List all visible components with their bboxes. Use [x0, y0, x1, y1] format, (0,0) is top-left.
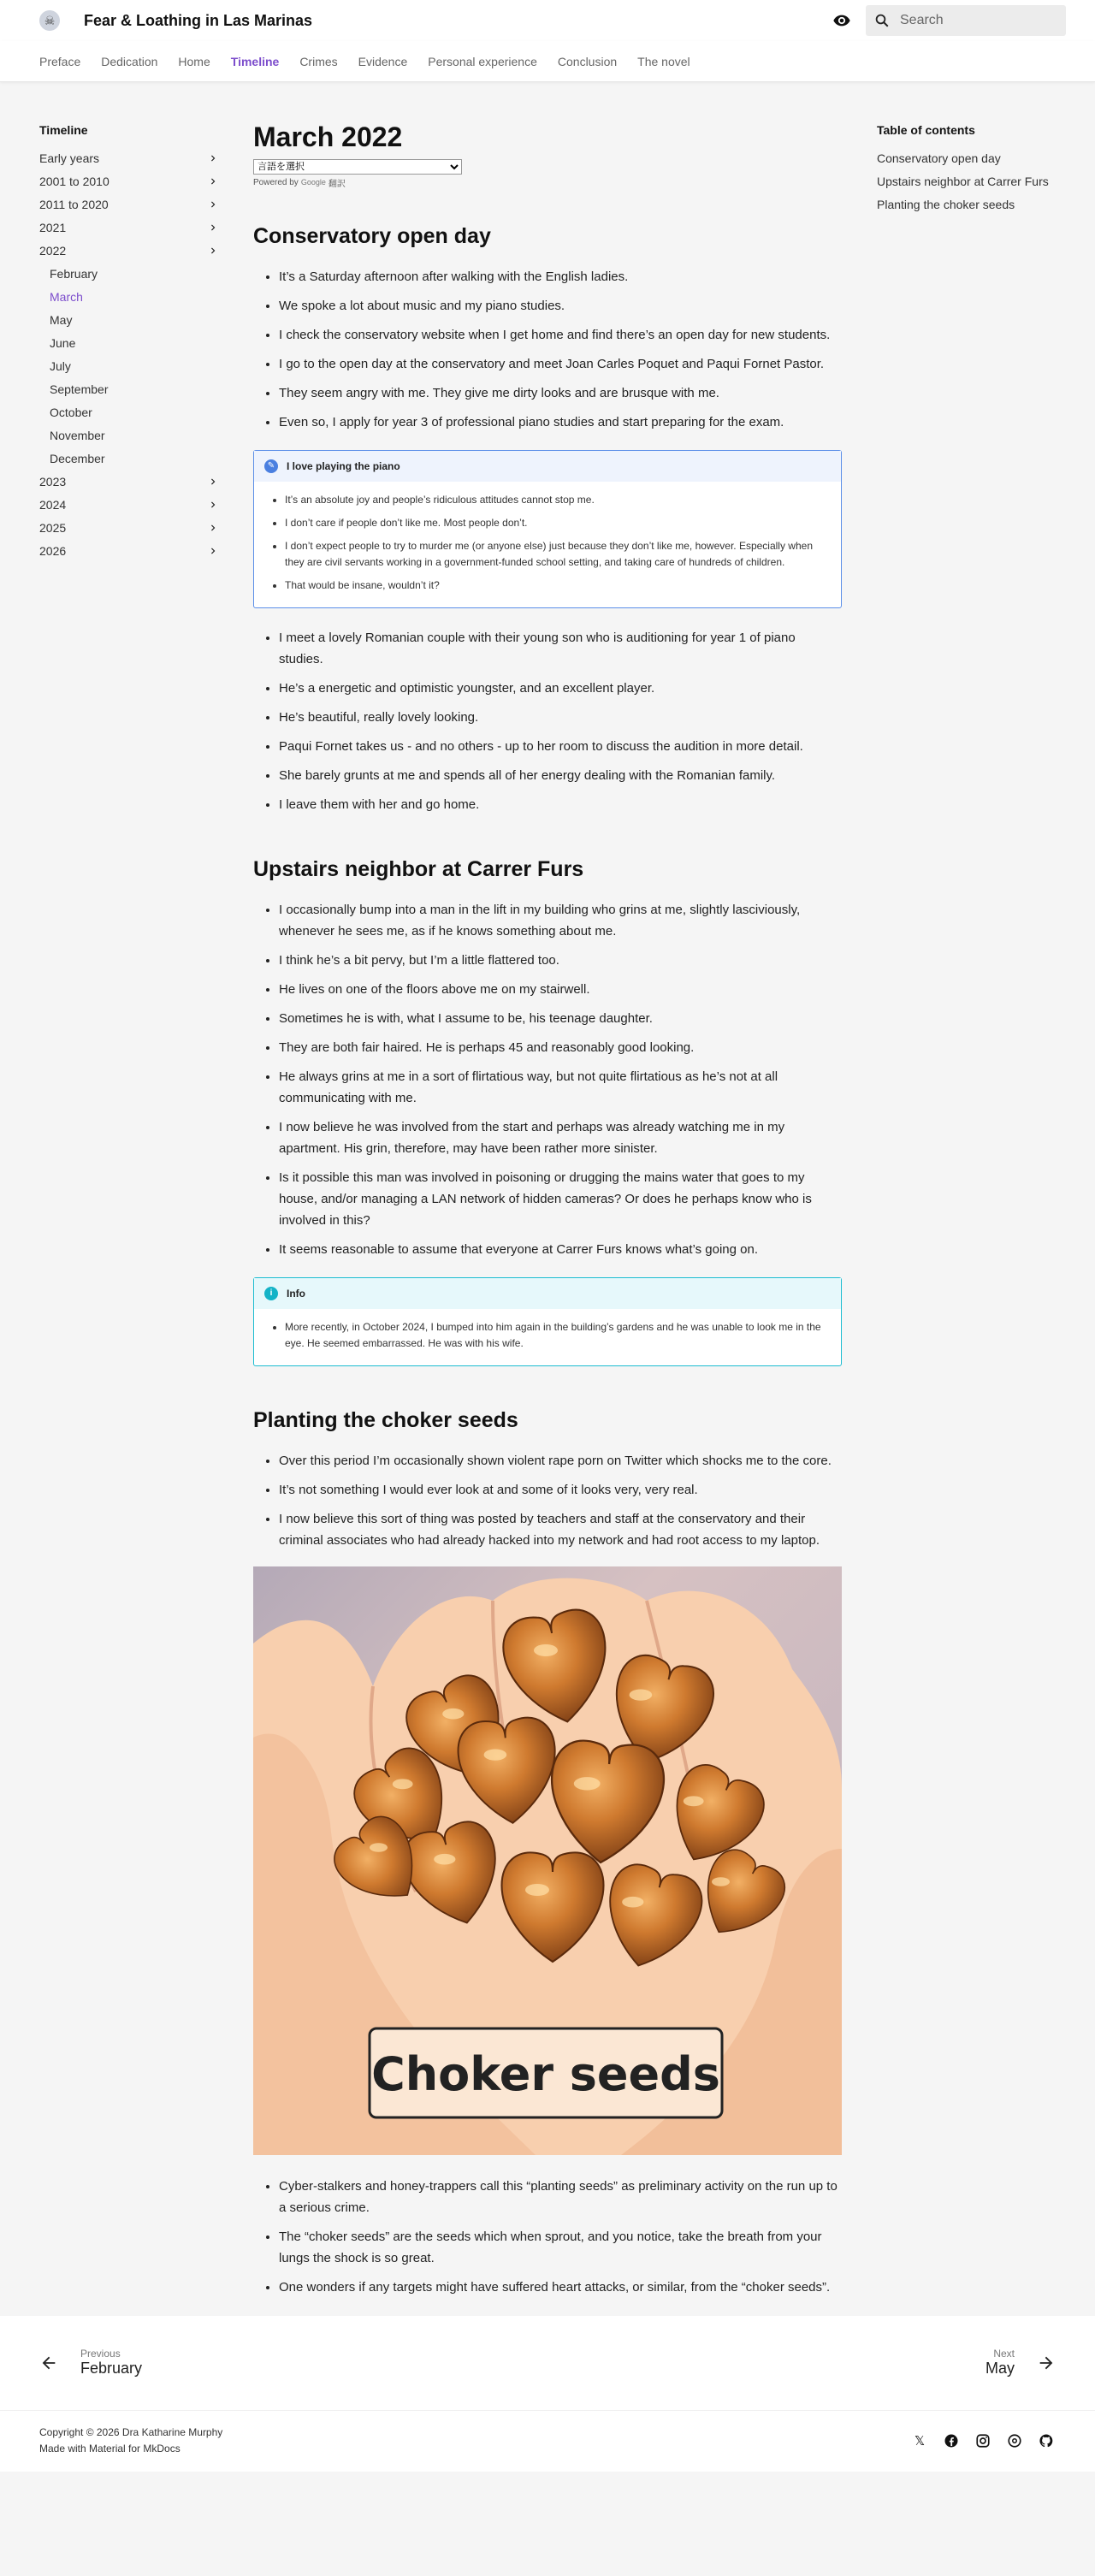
toc-heading: Table of contents	[877, 123, 975, 137]
sidebar-item-label: 2011 to 2020	[39, 197, 109, 211]
pencil-icon: ✎	[264, 459, 278, 473]
list-item: • It seems reasonable to assume that everyone at Carrer Furs knows what’s going on.	[279, 1239, 842, 1260]
sidebar-item-2024[interactable]	[39, 493, 219, 516]
choker-list-a	[253, 1450, 842, 1551]
threads-icon[interactable]	[1005, 2431, 1024, 2450]
image-caption: Choker seeds	[371, 2046, 720, 2101]
toc-item[interactable]: Planting the choker seeds	[877, 197, 1015, 211]
list-item: • He’s beautiful, really lovely looking.	[279, 707, 842, 728]
google-translate-widget	[253, 158, 842, 189]
note-title-text: I love playing the piano	[287, 459, 400, 472]
list-item: • It’s a Saturday afternoon after walking with the English ladies.	[279, 266, 842, 287]
tab-conclusion[interactable]: Conclusion	[557, 54, 618, 68]
sidebar-item-label: 2026	[39, 543, 67, 558]
search-icon	[874, 13, 890, 28]
sidebar-item-2021[interactable]	[39, 216, 219, 239]
x-twitter-icon[interactable]: 𝕏	[914, 2434, 926, 2449]
list-item: • Paqui Fornet takes us - and no others - up to her room to discuss the audition in more detail.	[279, 736, 842, 757]
sidebar-item-2011-to-2020[interactable]	[39, 192, 219, 216]
section-heading-upstairs-neighbor: Upstairs neighbor at Carrer Furs	[253, 856, 584, 881]
list-item: • We spoke a lot about music and my piano studies.	[279, 295, 842, 317]
sidebar-subitem-july[interactable]: July	[50, 358, 71, 373]
footer-pagination	[0, 2316, 1095, 2410]
sidebar-nav	[0, 123, 253, 2306]
tab-timeline[interactable]: Timeline	[230, 54, 280, 68]
sidebar-item-2001-to-2010[interactable]	[39, 169, 219, 192]
search-box[interactable]	[866, 5, 1066, 36]
list-item: • The “choker seeds” are the seeds which when sprout, and you notice, take the breath from your lungs the shock is so great.	[279, 2226, 842, 2269]
list-item: • I meet a lovely Romanian couple with their young son who is auditioning for year 1 of piano studies.	[279, 627, 842, 670]
sidebar-item-label: 2024	[39, 497, 67, 512]
list-item: • He always grins at me in a sort of flirtatious way, but not quite flirtatious as he’s not at all communicating with me.	[279, 1066, 842, 1109]
tab-evidence[interactable]: Evidence	[358, 54, 408, 68]
heart-highlight	[712, 1877, 730, 1886]
sidebar-heading: Timeline	[39, 123, 88, 137]
sidebar-item-early-years[interactable]	[39, 146, 219, 169]
skull-logo-icon[interactable]: ☠	[39, 10, 60, 31]
facebook-icon[interactable]	[942, 2431, 961, 2450]
language-select[interactable]	[253, 159, 462, 175]
sidebar-item-label: 2022	[39, 243, 67, 258]
heart-highlight	[525, 1884, 549, 1896]
github-icon[interactable]	[1037, 2431, 1056, 2450]
heart-highlight	[630, 1689, 653, 1700]
previous-page-link[interactable]	[39, 2348, 142, 2378]
sidebar-subitem-june[interactable]: June	[50, 335, 76, 350]
sidebar-item-2026[interactable]	[39, 539, 219, 562]
top-tabs	[0, 41, 1095, 82]
info-icon: i	[264, 1287, 278, 1300]
sidebar-subitem-february[interactable]: February	[50, 266, 98, 281]
sidebar-item-2023[interactable]	[39, 470, 219, 493]
previous-title: February	[80, 2360, 143, 2378]
chevron-right-icon[interactable]	[207, 522, 219, 534]
sidebar-subitem-may[interactable]: May	[50, 312, 73, 327]
toc-item[interactable]: Conservatory open day	[877, 151, 1001, 165]
footer-meta	[0, 2410, 1095, 2472]
list-item: • He’s a energetic and optimistic youngster, and an excellent player.	[279, 678, 842, 699]
heart-highlight	[684, 1796, 704, 1806]
conservatory-list-b	[253, 627, 842, 815]
heart-highlight	[442, 1708, 464, 1720]
previous-label: Previous	[80, 2348, 121, 2360]
tab-preface[interactable]: Preface	[39, 54, 81, 68]
list-item: • She barely grunts at me and spends all of her energy dealing with the Romanian family.	[279, 765, 842, 786]
site-header	[0, 0, 1095, 41]
chevron-right-icon[interactable]	[207, 175, 219, 187]
sidebar-subitem-march[interactable]: March	[50, 289, 83, 304]
tab-home[interactable]: Home	[178, 54, 210, 68]
list-item: • That would be insane, wouldn’t it?	[285, 577, 829, 594]
copyright-text: Copyright © 2026 Dra Katharine Murphy	[39, 2426, 223, 2439]
list-item: • I go to the open day at the conservatory and meet Joan Carles Poquet and Paqui Fornet Pastor.	[279, 353, 842, 375]
list-item: • He lives on one of the floors above me on my stairwell.	[279, 979, 842, 1000]
conservatory-list-a	[253, 266, 842, 433]
section-heading-conservatory: Conservatory open day	[253, 223, 491, 248]
sidebar-item-label: 2001 to 2010	[39, 174, 110, 188]
note-admonition-title	[254, 451, 841, 482]
list-item: • Sometimes he is with, what I assume to be, his teenage daughter.	[279, 1008, 842, 1029]
list-item: • I now believe he was involved from the start and perhaps was already watching me in my apartment. His grin, therefore, may have been rather more sinister.	[279, 1116, 842, 1159]
list-item: • It’s not something I would ever look at and some of it looks very, very real.	[279, 1479, 842, 1501]
list-item: • Even so, I apply for year 3 of professional piano studies and start preparing for the exam.	[279, 412, 842, 433]
chevron-right-icon[interactable]	[207, 222, 219, 234]
sidebar-item-label: Early years	[39, 151, 100, 165]
list-item: • One wonders if any targets might have suffered heart attacks, or similar, from the “choker seeds”.	[279, 2277, 842, 2298]
info-admonition-title	[254, 1278, 841, 1309]
chevron-right-icon[interactable]	[207, 476, 219, 488]
chevron-right-icon[interactable]	[207, 499, 219, 511]
note-list	[254, 482, 841, 607]
heart-highlight	[574, 1777, 601, 1790]
sidebar-item-label: 2023	[39, 474, 67, 489]
sidebar-subitem-november[interactable]: November	[50, 428, 105, 442]
sidebar-item-label: 2025	[39, 520, 67, 535]
hands-with-heart-seeds-illustration	[253, 1566, 842, 2155]
heart-highlight	[622, 1897, 643, 1908]
list-item: • It’s an absolute joy and people’s ridiculous attitudes cannot stop me.	[285, 492, 829, 508]
page-title: March 2022	[253, 121, 403, 152]
sidebar-sublist-2022	[39, 262, 219, 470]
translate-link[interactable]: 翻訳	[328, 179, 346, 189]
next-page-link[interactable]	[986, 2348, 1056, 2378]
article-content	[253, 123, 842, 2306]
section-heading-choker-seeds: Planting the choker seeds	[253, 1407, 518, 1432]
info-list	[254, 1309, 841, 1365]
google-logo[interactable]: Google	[300, 178, 326, 187]
list-item: • They seem angry with me. They give me dirty looks and are brusque with me.	[279, 382, 842, 404]
chevron-right-icon[interactable]	[207, 245, 219, 257]
choker-list-b	[253, 2176, 842, 2298]
main-layout	[0, 82, 1095, 2306]
tab-crimes[interactable]: Crimes	[299, 54, 338, 68]
list-item: • They are both fair haired. He is perhaps 45 and reasonably good looking.	[279, 1037, 842, 1058]
list-item: • I leave them with her and go home.	[279, 794, 842, 815]
chevron-right-icon[interactable]	[207, 198, 219, 210]
choker-seeds-image	[253, 1566, 842, 2155]
sidebar-item-label: 2021	[39, 220, 67, 234]
made-with-text[interactable]: Made with Material for MkDocs	[39, 2443, 181, 2455]
arrow-left-icon	[39, 2354, 58, 2372]
tab-personal-experience[interactable]: Personal experience	[428, 54, 537, 68]
sidebar-subitem-september[interactable]: September	[50, 382, 109, 396]
info-title-text: Info	[287, 1287, 305, 1300]
heart-highlight	[370, 1843, 388, 1852]
list-item: • Over this period I’m occasionally shown violent rape porn on Twitter which shocks me to the core.	[279, 1450, 842, 1472]
heart-highlight	[484, 1749, 507, 1760]
list-item: • Is it possible this man was involved in poisoning or drugging the mains water that goes to my house, and/or managing a LAN network of hidden cameras? Or does he perhaps know who is involved in this?	[279, 1167, 842, 1231]
list-item: • I think he’s a bit pervy, but I’m a little flattered too.	[279, 950, 842, 971]
instagram-icon[interactable]	[974, 2431, 992, 2450]
tab-the-novel[interactable]: The novel	[637, 54, 690, 68]
heart-highlight	[393, 1779, 413, 1789]
list-item: • I now believe this sort of thing was posted by teachers and staff at the conservatory and their criminal associates who had already hacked into my network and had root access to my laptop.	[279, 1508, 842, 1551]
tab-dedication[interactable]: Dedication	[101, 54, 158, 68]
powered-by-google	[253, 176, 842, 189]
list-item: • I occasionally bump into a man in the lift in my building who grins at me, slightly lasciviously, whenever he sees me, as if he knows something about me.	[279, 899, 842, 942]
sidebar-subitem-october[interactable]: October	[50, 405, 92, 419]
list-item: • I don’t care if people don’t like me. Most people don’t.	[285, 515, 829, 531]
chevron-right-icon[interactable]	[207, 545, 219, 557]
heart-highlight	[434, 1854, 455, 1865]
list-item: • Cyber-stalkers and honey-trappers call this “planting seeds” as preliminary activity on the run up to a serious crime.	[279, 2176, 842, 2218]
eye-toggle-icon[interactable]	[830, 9, 854, 33]
next-label: Next	[993, 2348, 1015, 2360]
sidebar-subitem-december[interactable]: December	[50, 451, 105, 465]
info-admonition	[253, 1277, 842, 1366]
arrow-right-icon	[1037, 2354, 1056, 2372]
list-item: • More recently, in October 2024, I bumped into him again in the building’s gardens and he was unable to look me in the eye. He seemed embarrassed. He was with his wife.	[285, 1319, 829, 1352]
table-of-contents	[842, 123, 1095, 2306]
sidebar-item-2025[interactable]	[39, 516, 219, 539]
list-item: • I check the conservatory website when I get home and find there’s an open day for new students.	[279, 324, 842, 346]
chevron-right-icon[interactable]	[207, 152, 219, 164]
copyright-block	[39, 2425, 222, 2457]
list-item: • I don’t expect people to try to murder me (or anyone else) just because they don’t like me, however. Especially when they are civil servants working in a government-funded school setting, and taking care of hundreds of children.	[285, 538, 829, 571]
powered-by-label: Powered by	[253, 177, 299, 187]
heart-highlight	[534, 1644, 558, 1656]
search-input[interactable]	[900, 13, 1045, 28]
neighbor-list	[253, 899, 842, 1260]
note-admonition	[253, 450, 842, 608]
sidebar-item-2022[interactable]	[39, 239, 219, 262]
toc-item[interactable]: Upstairs neighbor at Carrer Furs	[877, 174, 1049, 188]
next-title: May	[985, 2360, 1015, 2378]
site-title[interactable]: Fear & Loathing in Las Marinas	[84, 11, 313, 29]
social-links	[910, 2431, 1056, 2450]
